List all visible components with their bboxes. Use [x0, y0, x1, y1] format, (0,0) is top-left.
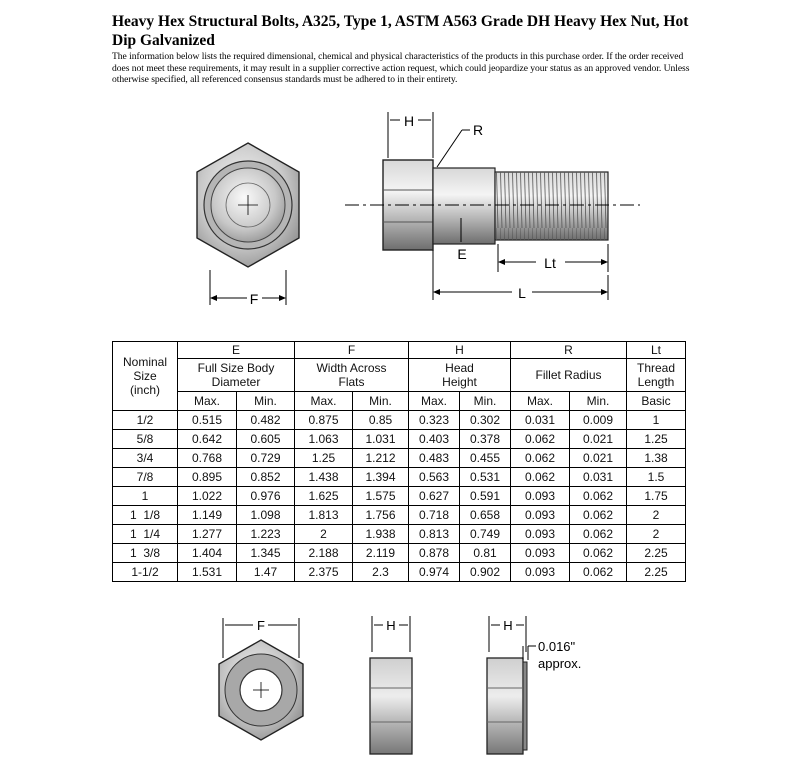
value-cell: 0.093	[511, 506, 570, 525]
table-group-header-row	[113, 342, 686, 359]
washer-face-note-approx: approx.	[538, 656, 582, 671]
group-code-e: E	[178, 342, 295, 359]
nut-end-view	[219, 640, 303, 740]
value-cell: 1.813	[295, 506, 353, 525]
value-cell: 0.852	[237, 468, 295, 487]
value-cell: 0.902	[460, 563, 511, 582]
washer-face-note	[523, 639, 581, 671]
value-cell: 1.438	[295, 468, 353, 487]
value-cell: 0.062	[570, 487, 627, 506]
value-cell: 1.345	[237, 544, 295, 563]
value-cell: 1.149	[178, 506, 237, 525]
size-cell: 1 1/4	[113, 525, 178, 544]
value-cell: 0.062	[511, 449, 570, 468]
group-name-lt: Thread Length	[627, 359, 686, 392]
value-cell: 0.062	[570, 506, 627, 525]
value-cell: 2.25	[627, 563, 686, 582]
subheader-cell: Basic	[627, 392, 686, 411]
subheader-cell: Min.	[460, 392, 511, 411]
value-cell: 0.403	[409, 430, 460, 449]
dimension-h-nut2	[489, 616, 526, 652]
table-row	[113, 506, 686, 525]
label-r: R	[472, 122, 484, 138]
subheader-cell: Max.	[511, 392, 570, 411]
dimension-f-bolt	[210, 270, 286, 307]
size-cell: 1 1/8	[113, 506, 178, 525]
value-cell: 2	[627, 506, 686, 525]
value-cell: 0.658	[460, 506, 511, 525]
value-cell: 0.878	[409, 544, 460, 563]
value-cell: 0.85	[353, 411, 409, 430]
value-cell: 1.5	[627, 468, 686, 487]
table-group-name-row	[113, 359, 686, 392]
label-l: L	[518, 285, 526, 301]
value-cell: 0.031	[511, 411, 570, 430]
value-cell: 0.515	[178, 411, 237, 430]
label-h-nut1: H	[386, 618, 396, 633]
value-cell: 0.021	[570, 449, 627, 468]
table-body	[113, 411, 686, 582]
size-cell: 3/4	[113, 449, 178, 468]
value-cell: 0.749	[460, 525, 511, 544]
value-cell: 0.813	[409, 525, 460, 544]
value-cell: 0.895	[178, 468, 237, 487]
dimension-h-bolt	[388, 112, 433, 158]
value-cell: 1.404	[178, 544, 237, 563]
value-cell: 0.062	[511, 468, 570, 487]
value-cell: 1.098	[237, 506, 295, 525]
value-cell: 0.729	[237, 449, 295, 468]
value-cell: 0.093	[511, 563, 570, 582]
label-h-nut2: H	[503, 618, 513, 633]
table-subheader-row	[113, 392, 686, 411]
nut-washer-face-view	[487, 658, 527, 754]
group-name-f: Width Across Flats	[295, 359, 409, 392]
value-cell: 1.223	[237, 525, 295, 544]
value-cell: 0.531	[460, 468, 511, 487]
group-code-lt: Lt	[627, 342, 686, 359]
value-cell: 0.302	[460, 411, 511, 430]
value-cell: 0.062	[511, 430, 570, 449]
intro-paragraph: The information below lists the required dimensional, chemical and physical characteristics of the products in this purchase order. If the order received does not meet these requirements, it may result in a supplier corrective action request, which could jeopardize your status as an approved vendor. Unless otherwise specified, all referenced consensus standards must be adhered to in their entirety.	[112, 51, 690, 85]
table-row	[113, 411, 686, 430]
group-name-r: Fillet Radius	[511, 359, 627, 392]
bolt-side-view	[345, 160, 640, 250]
group-code-h: H	[409, 342, 511, 359]
value-cell: 1	[627, 411, 686, 430]
value-cell: 1.277	[178, 525, 237, 544]
subheader-cell: Max.	[295, 392, 353, 411]
value-cell: 1.938	[353, 525, 409, 544]
value-cell: 1.031	[353, 430, 409, 449]
value-cell: 1.022	[178, 487, 237, 506]
value-cell: 0.021	[570, 430, 627, 449]
value-cell: 1.212	[353, 449, 409, 468]
dimension-r	[437, 122, 483, 167]
washer-face-note-value: 0.016"	[538, 639, 576, 654]
table-row	[113, 487, 686, 506]
dimensions-table	[112, 341, 686, 582]
value-cell: 0.976	[237, 487, 295, 506]
size-cell: 7/8	[113, 468, 178, 487]
value-cell: 1.625	[295, 487, 353, 506]
value-cell: 1.531	[178, 563, 237, 582]
value-cell: 0.605	[237, 430, 295, 449]
value-cell: 1.063	[295, 430, 353, 449]
value-cell: 1.25	[627, 430, 686, 449]
value-cell: 1.75	[627, 487, 686, 506]
value-cell: 0.563	[409, 468, 460, 487]
value-cell: 0.062	[570, 563, 627, 582]
value-cell: 0.483	[409, 449, 460, 468]
value-cell: 0.627	[409, 487, 460, 506]
size-cell: 1/2	[113, 411, 178, 430]
value-cell: 0.062	[570, 525, 627, 544]
value-cell: 0.455	[460, 449, 511, 468]
label-e: E	[457, 246, 467, 262]
value-cell: 2.119	[353, 544, 409, 563]
value-cell: 0.093	[511, 525, 570, 544]
label-f: F	[249, 291, 259, 307]
dimension-h-nut1	[372, 616, 410, 652]
label-h: H	[403, 113, 415, 129]
label-lt: Lt	[544, 255, 556, 271]
bolt-diagram	[0, 0, 800, 340]
value-cell: 1.756	[353, 506, 409, 525]
table-row	[113, 430, 686, 449]
value-cell: 2	[627, 525, 686, 544]
value-cell: 2.25	[627, 544, 686, 563]
value-cell: 0.718	[409, 506, 460, 525]
value-cell: 0.768	[178, 449, 237, 468]
value-cell: 2.375	[295, 563, 353, 582]
value-cell: 2.188	[295, 544, 353, 563]
dimension-lt	[498, 244, 608, 272]
value-cell: 0.093	[511, 487, 570, 506]
value-cell: 0.974	[409, 563, 460, 582]
value-cell: 1.38	[627, 449, 686, 468]
value-cell: 0.031	[570, 468, 627, 487]
nut-diagram	[0, 600, 800, 775]
table-row	[113, 544, 686, 563]
bolt-head-end-view	[197, 143, 299, 267]
subheader-cell: Min.	[570, 392, 627, 411]
group-code-r: R	[511, 342, 627, 359]
value-cell: 0.009	[570, 411, 627, 430]
value-cell: 0.482	[237, 411, 295, 430]
nut-side-view	[370, 658, 412, 754]
table-row	[113, 449, 686, 468]
value-cell: 0.81	[460, 544, 511, 563]
corner-header: Nominal Size (inch)	[113, 342, 178, 411]
table-row	[113, 525, 686, 544]
size-cell: 1-1/2	[113, 563, 178, 582]
value-cell: 1.394	[353, 468, 409, 487]
value-cell: 0.062	[570, 544, 627, 563]
value-cell: 0.093	[511, 544, 570, 563]
value-cell: 2.3	[353, 563, 409, 582]
page-title: Heavy Hex Structural Bolts, A325, Type 1, ASTM A563 Grade DH Heavy Hex Nut, Hot Dip Galvanized	[112, 13, 689, 49]
size-cell: 1 3/8	[113, 544, 178, 563]
size-cell: 1	[113, 487, 178, 506]
value-cell: 1.25	[295, 449, 353, 468]
subheader-cell: Min.	[237, 392, 295, 411]
size-cell: 5/8	[113, 430, 178, 449]
subheader-cell: Max.	[409, 392, 460, 411]
group-name-h: Head Height	[409, 359, 511, 392]
subheader-cell: Max.	[178, 392, 237, 411]
value-cell: 0.875	[295, 411, 353, 430]
group-name-e: Full Size Body Diameter	[178, 359, 295, 392]
value-cell: 0.323	[409, 411, 460, 430]
value-cell: 0.642	[178, 430, 237, 449]
subheader-cell: Min.	[353, 392, 409, 411]
table-row	[113, 468, 686, 487]
table-row	[113, 563, 686, 582]
label-f-nut: F	[257, 618, 265, 633]
value-cell: 1.47	[237, 563, 295, 582]
value-cell: 1.575	[353, 487, 409, 506]
group-code-f: F	[295, 342, 409, 359]
value-cell: 2	[295, 525, 353, 544]
value-cell: 0.591	[460, 487, 511, 506]
value-cell: 0.378	[460, 430, 511, 449]
